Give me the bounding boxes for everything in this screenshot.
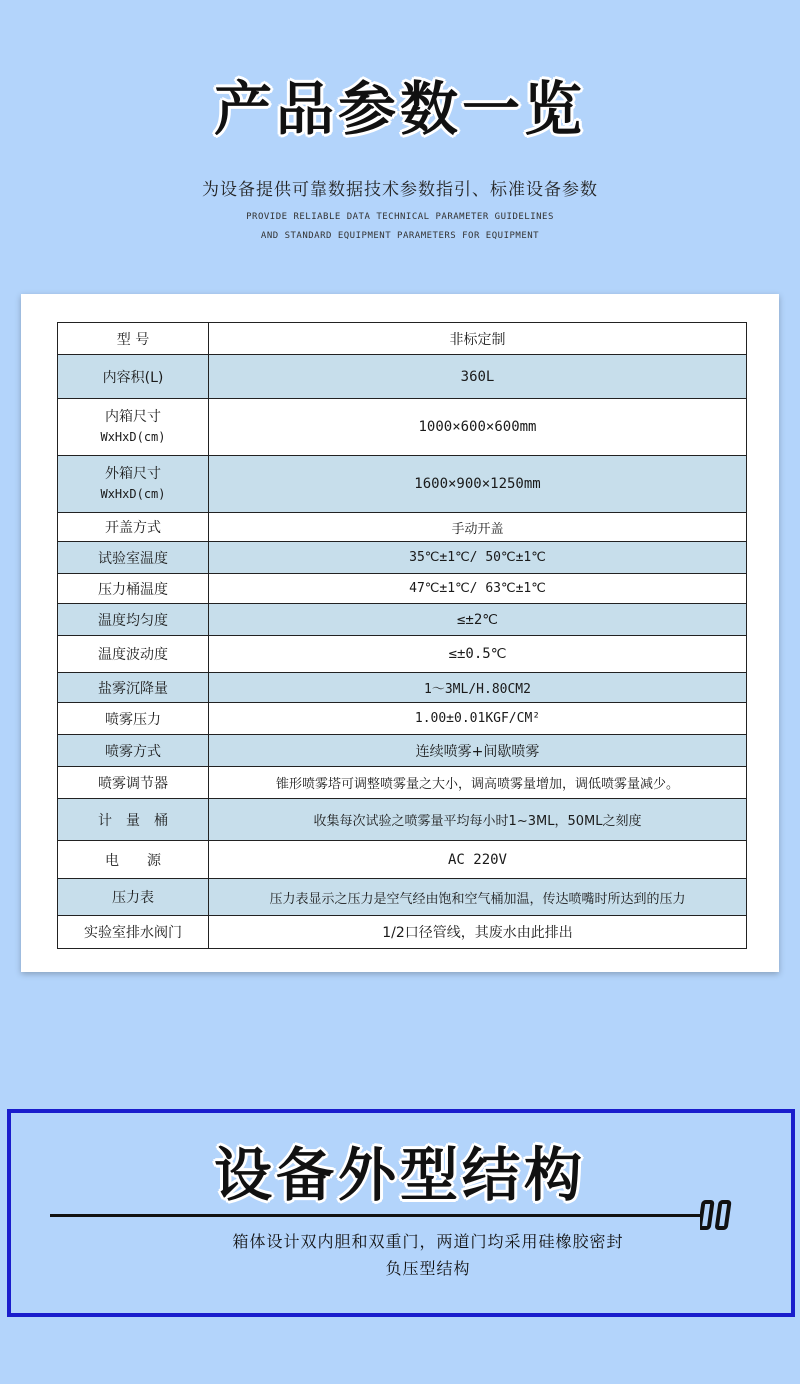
divider-line (50, 1214, 700, 1217)
row-value: AC 220V (209, 841, 747, 879)
row-value: 收集每次试验之喷雾量平均每小时1~3ML，50ML之刻度 (209, 799, 747, 841)
row-label: 实验室排水阀门 (58, 916, 209, 949)
row-value: 压力表显示之压力是空气经由饱和空气桶加温，传达喷嘴时所达到的压力 (209, 879, 747, 916)
english-subtitle-line-1: PROVIDE RELIABLE DATA TECHNICAL PARAMETER GUIDELINES (246, 212, 554, 222)
row-value: ≤±0.5℃ (209, 636, 747, 673)
row-label-line1: 内箱尺寸 (105, 409, 161, 425)
row-label: 盐雾沉降量 (58, 673, 209, 703)
row-label (58, 456, 209, 513)
table-row (58, 879, 747, 916)
row-label: 温度波动度 (58, 636, 209, 673)
row-label: 试验室温度 (58, 542, 209, 574)
row-value: 1/2口径管线，其废水由此排出 (209, 916, 747, 949)
row-label-line2: WxHxD(cm) (100, 430, 166, 444)
row-label-line2: WxHxD(cm) (100, 487, 166, 501)
table-row (58, 355, 747, 399)
row-value: 1000×600×600mm (209, 399, 747, 456)
table-row (58, 841, 747, 879)
table-row (58, 673, 747, 703)
row-label (58, 399, 209, 456)
table-row (58, 799, 747, 841)
row-value: 47℃±1℃/ 63℃±1℃ (209, 574, 747, 604)
row-value: 1～3ML/H.80CM2 (209, 673, 747, 703)
spec-table (57, 322, 747, 949)
spec-card (21, 294, 779, 972)
table-row (58, 456, 747, 513)
table-row (58, 916, 747, 949)
structure-description-line-2: 负压型结构 (385, 1259, 471, 1278)
table-row (58, 767, 747, 799)
table-row (58, 703, 747, 735)
row-value: ≤±2℃ (209, 604, 747, 636)
row-label: 计 量 桶 (58, 799, 209, 841)
table-row (58, 399, 747, 456)
structure-description-line-1: 箱体设计双内胆和双重门，两道门均采用硅橡胶密封 (232, 1232, 624, 1251)
row-value: 1600×900×1250mm (209, 456, 747, 513)
row-value: 锥形喷雾塔可调整喷雾量之大小，调高喷雾量增加，调低喷雾量减少。 (209, 767, 747, 799)
table-row (58, 604, 747, 636)
page-subtitle: 为设备提供可靠数据技术参数指引、标准设备参数 (202, 180, 598, 200)
table-row (58, 513, 747, 542)
row-label: 开盖方式 (58, 513, 209, 542)
row-value: 连续喷雾+间歇喷雾 (209, 735, 747, 767)
row-label: 内容积(L) (58, 355, 209, 399)
row-label: 喷雾压力 (58, 703, 209, 735)
row-label: 温度均匀度 (58, 604, 209, 636)
table-row (58, 735, 747, 767)
table-row (58, 323, 747, 355)
row-value: 非标定制 (209, 323, 747, 355)
row-label: 压力表 (58, 879, 209, 916)
row-value: 1.00±0.01KGF/CM² (209, 703, 747, 735)
row-value: 360L (209, 355, 747, 399)
row-label: 喷雾调节器 (58, 767, 209, 799)
row-value: 35℃±1℃/ 50℃±1℃ (209, 542, 747, 574)
row-label: 压力桶温度 (58, 574, 209, 604)
section-title: 设备外型结构 (213, 1141, 586, 1209)
table-row (58, 636, 747, 673)
table-row (58, 574, 747, 604)
english-subtitle-line-2: AND STANDARD EQUIPMENT PARAMETERS FOR EQUIPMENT (260, 231, 540, 241)
row-label: 电 源 (58, 841, 209, 879)
table-row (58, 542, 747, 574)
row-label: 型 号 (58, 323, 209, 355)
row-value: 手动开盖 (209, 513, 747, 542)
row-label-line1: 外箱尺寸 (105, 466, 161, 482)
double-bar-icon (700, 1198, 736, 1232)
page-title: 产品参数一览 (213, 75, 586, 143)
row-label: 喷雾方式 (58, 735, 209, 767)
